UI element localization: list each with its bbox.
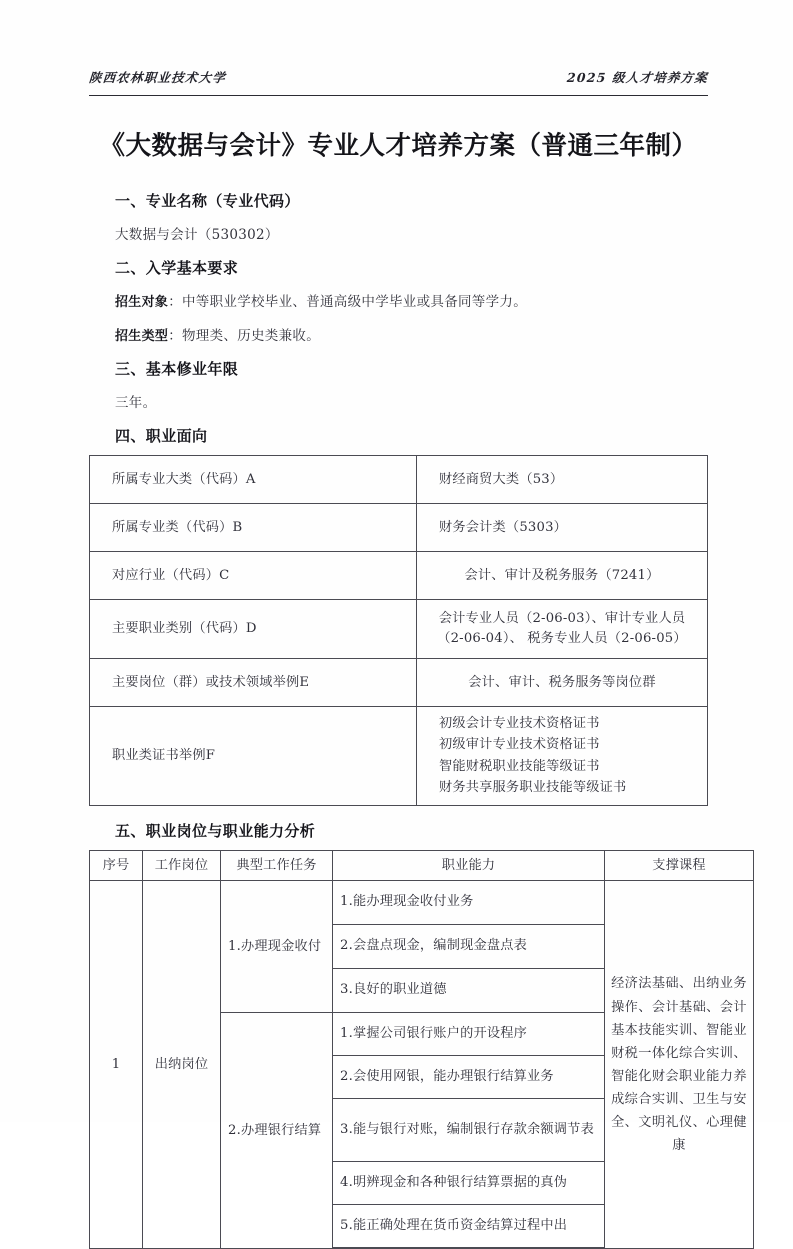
ability-item: 3.良好的职业道德	[333, 969, 605, 1013]
study-duration: 三年。	[115, 391, 708, 411]
certificate-item: 智能财税职业技能等级证书	[439, 756, 699, 777]
table-header-row	[90, 850, 754, 881]
task-name-2: 2.办理银行结算	[221, 1013, 333, 1249]
row-post: 出纳岗位	[143, 881, 221, 1249]
header-rule	[89, 95, 708, 96]
row-index: 1	[90, 881, 143, 1249]
ability-item: 4.明辨现金和各种银行结算票据的真伪	[333, 1162, 605, 1205]
admission-type	[115, 324, 708, 344]
career-value-b: 财务会计类（5303）	[417, 504, 708, 552]
job-ability-table	[89, 850, 754, 1249]
table-row	[90, 881, 754, 925]
ability-item: 2.会盘点现金，编制现金盘点表	[333, 925, 605, 969]
career-value-f	[417, 707, 708, 806]
column-header-ability: 职业能力	[333, 850, 605, 881]
table-row	[90, 659, 708, 707]
table-row	[90, 504, 708, 552]
certificate-item: 财务共享服务职业技能等级证书	[439, 777, 699, 798]
admission-type-label: 招生类型	[115, 329, 168, 344]
job-ability-body	[90, 881, 754, 1249]
career-orientation-table	[89, 455, 708, 806]
column-header-index: 序号	[90, 850, 143, 881]
column-header-post: 工作岗位	[143, 850, 221, 881]
ability-item: 2.会使用网银，能办理银行结算业务	[333, 1056, 605, 1099]
ability-item: 1.能办理现金收付业务	[333, 881, 605, 925]
admission-type-text: ：物理类、历史类兼收。	[168, 328, 320, 344]
career-label-e: 主要岗位（群）或技术领域举例E	[90, 659, 417, 707]
career-value-c: 会计、审计及税务服务（7241）	[417, 552, 708, 600]
career-orientation-body	[90, 456, 708, 806]
ability-item: 5.能正确处理在货币资金结算过程中出	[333, 1205, 605, 1248]
career-value-d: 会计专业人员（2-06-03）、审计专业人员（2-06-04）、 税务专业人员（2-06-05）	[417, 600, 708, 659]
table-row	[90, 707, 708, 806]
header-institution: 陕西农林职业技术大学	[88, 68, 226, 86]
career-label-c: 对应行业（代码）C	[90, 552, 417, 600]
table-row	[90, 600, 708, 659]
column-header-course: 支撑课程	[605, 850, 754, 881]
career-label-a: 所属专业大类（代码）A	[90, 456, 417, 504]
career-label-f: 职业类证书举例F	[90, 707, 417, 806]
admission-target	[115, 290, 708, 310]
table-row	[90, 552, 708, 600]
career-value-e: 会计、审计、税务服务等岗位群	[417, 659, 708, 707]
header-program-year: 2025 级人才培养方案	[566, 68, 708, 86]
job-ability-header	[90, 850, 754, 881]
career-value-a: 财经商贸大类（53）	[417, 456, 708, 504]
table-row	[90, 456, 708, 504]
admission-target-label: 招生对象	[115, 295, 168, 310]
document-body	[89, 190, 708, 1249]
section-heading-5: 五、职业岗位与职业能力分析	[115, 820, 708, 841]
ability-item: 1.掌握公司银行账户的开设程序	[333, 1013, 605, 1056]
task-name-1: 1.办理现金收付	[221, 881, 333, 1013]
section-heading-1: 一、专业名称（专业代码）	[115, 190, 708, 211]
row-courses: 经济法基础、出纳业务操作、会计基础、会计基本技能实训、智能业财税一体化综合实训、智能化财会职业能力养成综合实训、卫生与安全、文明礼仪、心理健康	[605, 881, 754, 1249]
section-heading-4: 四、职业面向	[115, 425, 708, 446]
running-header	[89, 68, 708, 86]
column-header-task: 典型工作任务	[221, 850, 333, 881]
section-heading-2: 二、入学基本要求	[115, 257, 708, 278]
section-heading-3: 三、基本修业年限	[115, 358, 708, 379]
certificate-item: 初级会计专业技术资格证书	[439, 713, 699, 734]
certificate-item: 初级审计专业技术资格证书	[439, 734, 699, 755]
career-label-b: 所属专业类（代码）B	[90, 504, 417, 552]
major-name-code: 大数据与会计（530302）	[115, 223, 708, 243]
document-title: 《大数据与会计》专业人才培养方案（普通三年制）	[89, 126, 708, 162]
career-label-d: 主要职业类别（代码）D	[90, 600, 417, 659]
ability-item: 3.能与银行对账，编制银行存款余额调节表	[333, 1099, 605, 1162]
admission-target-text: ：中等职业学校毕业、普通高级中学毕业或具备同等学力。	[168, 294, 527, 310]
